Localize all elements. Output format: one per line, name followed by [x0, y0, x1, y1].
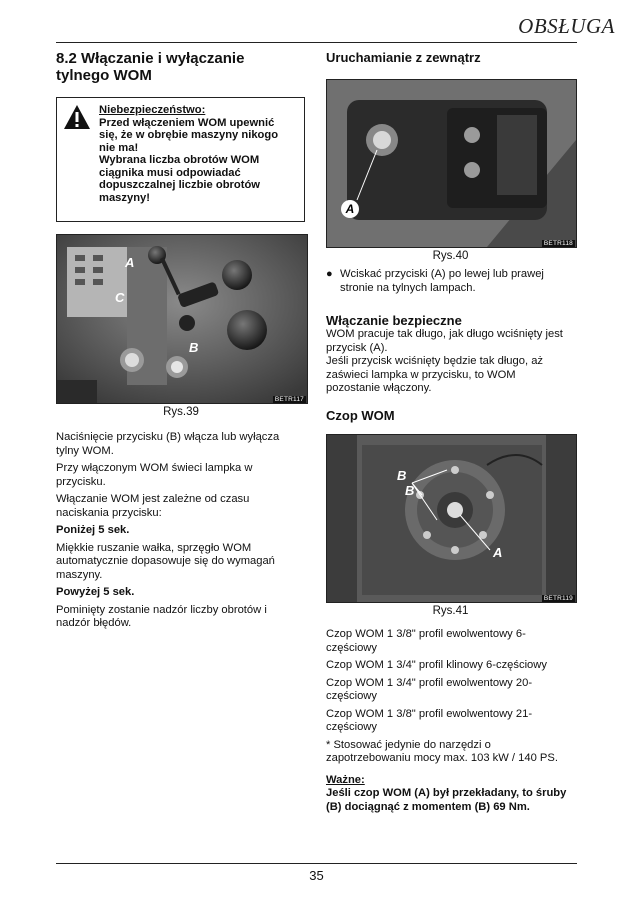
- danger-warning-box: [56, 97, 305, 222]
- figure-39-photo: [56, 234, 308, 404]
- footer-rule: [56, 863, 577, 864]
- safe-start-text: [326, 328, 571, 396]
- section-title-line2: tylnego WOM: [56, 67, 152, 84]
- figure-41-callout-b1: B: [397, 468, 407, 483]
- czop-note: * Stosować jedynie do narzędzi o zapotrzebowaniu mocy max. 103 kW / 140 PS.: [326, 738, 558, 764]
- left-paragraph-2: Przy włączonym WOM świeci lampka w przycisku.: [56, 462, 253, 488]
- above-5-sec-title: Powyżej 5 sek.: [56, 586, 135, 598]
- safe-text-1: WOM pracuje tak długo, jak długo wciśnięty jest przycisk (A).: [326, 328, 563, 354]
- czop-item-3: Czop WOM 1 3/4" profil ewolwentowy 20-częściowy: [326, 676, 533, 702]
- figure-39-callout-c: C: [115, 290, 125, 305]
- figure-40-tag: BETR118: [543, 240, 573, 247]
- figure-41-tag: BETR119: [543, 595, 573, 602]
- czop-title: Czop WOM: [326, 408, 395, 423]
- warning-text: [99, 104, 296, 213]
- above-5-sec-text: Pominięty zostanie nadzór liczby obrotów i nadzór błędów.: [56, 603, 267, 629]
- czop-list: [326, 628, 576, 814]
- control-panel-illustration: [57, 235, 307, 403]
- outside-start-title: Uruchamianie z zewnątrz: [326, 50, 481, 65]
- safe-start-title: Włączanie bezpieczne: [326, 313, 462, 328]
- figure-41-callout-b2: B: [405, 483, 415, 498]
- czop-item-4: Czop WOM 1 3/8" profil ewolwentowy 21-częściowy: [326, 707, 533, 733]
- figure-40-callout-a: A: [341, 200, 359, 218]
- important-label: Ważne:: [326, 773, 365, 786]
- czop-item-2: Czop WOM 1 3/4" profil klinowy 6-częściowy: [326, 659, 547, 671]
- section-title: [56, 50, 244, 84]
- left-body-text: [56, 431, 301, 631]
- figure-39-tag: BETR117: [274, 396, 304, 403]
- below-5-sec-text: Miękkie ruszanie wałka, sprzęgło WOM automatycznie dopasowuje się do wymagań maszyny.: [56, 541, 275, 581]
- czop-item-1: Czop WOM 1 3/8" profil ewolwentowy 6-częściowy: [326, 628, 526, 654]
- warning-label: Niebezpieczeństwo:: [99, 104, 206, 116]
- header-title: OBSŁUGA: [518, 14, 615, 38]
- left-paragraph-1: Naciśnięcie przycisku (B) włącza lub wyłącza tylny WOM.: [56, 431, 280, 457]
- page-number: 35: [309, 868, 324, 883]
- bullet-text: Wciskać przyciski (A) po lewej lub prawej stronie na tylnych lampach.: [340, 268, 544, 294]
- figure-39-caption: Rys.39: [163, 406, 199, 418]
- safe-text-2: Jeśli przycisk wciśnięty będzie tak długo, aż zaświeci lampka w przycisku, to WOM pozostanie włączony.: [326, 355, 544, 394]
- warning-text-2: Wybrana liczba obrotów WOM ciągnika musi odpowiadać dopuszczalnej liczbie obrotów maszyny!: [99, 154, 260, 204]
- pto-shaft-illustration: [327, 435, 576, 602]
- bullet-icon: ●: [326, 268, 333, 280]
- figure-41-callout-a: A: [493, 545, 503, 560]
- outside-start-bullet: [326, 268, 571, 295]
- warning-triangle-icon: [63, 104, 91, 213]
- important-text: Jeśli czop WOM (A) był przekładany, to śruby (B) dociągnąć z momentem (B) 69 Nm.: [326, 787, 567, 813]
- figure-39-callout-a: A: [125, 255, 135, 270]
- left-paragraph-3: Włączanie WOM jest zależne od czasu naciskania przycisku:: [56, 493, 250, 519]
- figure-40-caption: Rys.40: [432, 250, 469, 262]
- below-5-sec-title: Poniżej 5 sek.: [56, 524, 130, 536]
- figure-40-photo: [326, 79, 577, 248]
- header-rule: [56, 42, 577, 43]
- rear-lamp-illustration: [327, 80, 576, 247]
- section-title-line1: 8.2 Włączanie i wyłączanie: [56, 50, 245, 67]
- figure-39-callout-b: B: [189, 340, 199, 355]
- figure-41-caption: Rys.41: [432, 605, 469, 617]
- warning-text-1: Przed włączeniem WOM upewnić się, że w obrębie maszyny nikogo nie ma!: [99, 116, 279, 154]
- figure-41-photo: [326, 434, 577, 603]
